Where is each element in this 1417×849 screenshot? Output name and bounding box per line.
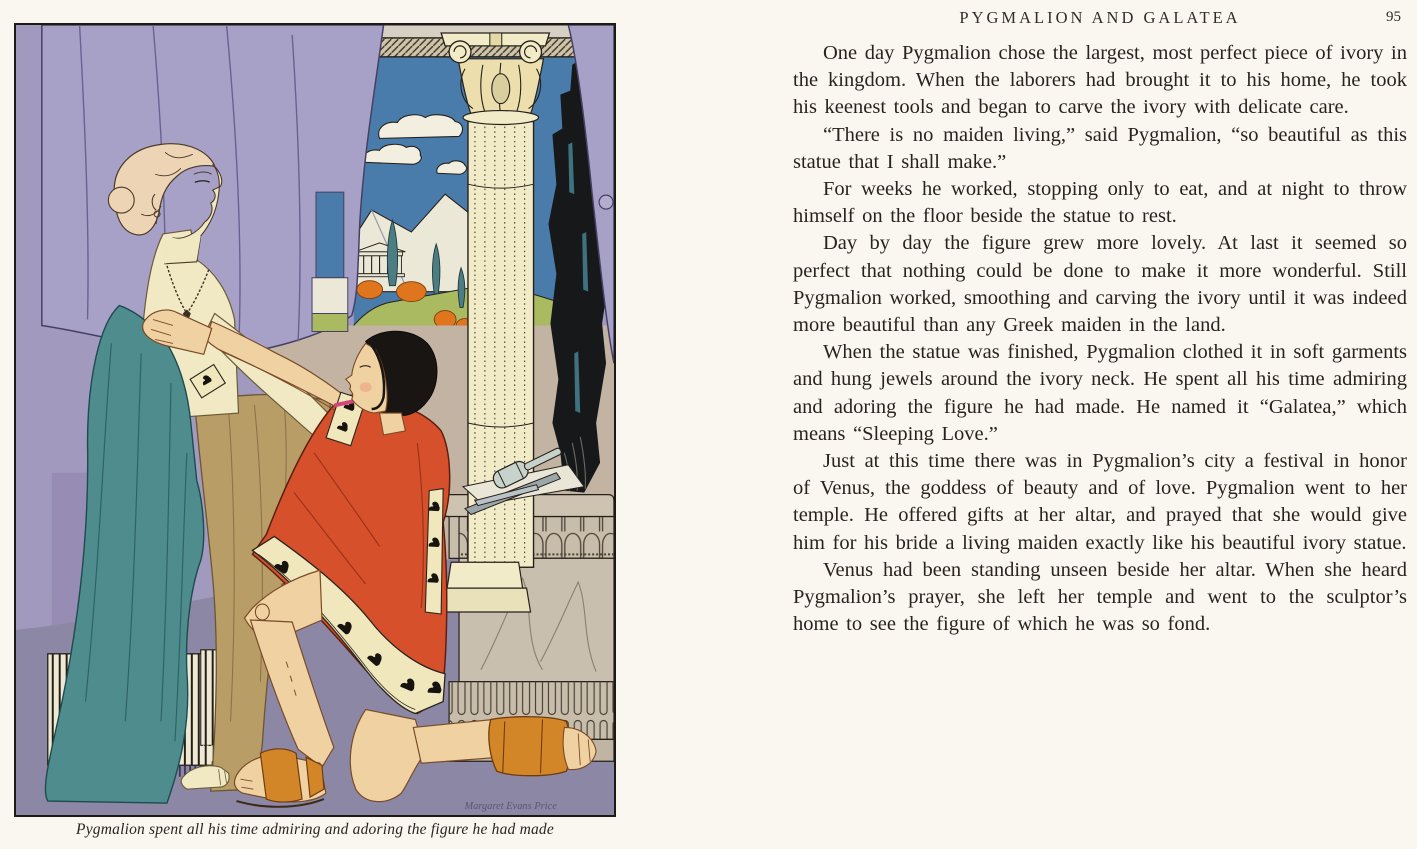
story-text [793,40,1407,638]
running-head [793,8,1407,28]
paragraph: Just at this time there was in Pygmalion’s city a festival in honor of Venus, the goddess of beauty and of love. Pygmalion went to her temple. He offered gifts at her altar, and prayed that she would give him for his bride a living maiden exactly like his beautiful ivory statue. [793,450,1407,554]
chapter-title: PYGMALION AND GALATEA [959,8,1241,27]
paragraph: When the statue was finished, Pygmalion clothed it in soft garments and hung jewels around the ivory neck. He spent all his time admiring and adoring the figure he had made. He named it “Galatea,” which means “Sleeping Love.” [793,341,1407,445]
paragraph: Day by day the figure grew more lovely. At last it seemed so perfect that nothing could be done to make it more wonderful. Still Pygmalion worked, smoothing and carving the ivory until it was indeed more beautiful than any Greek maiden in the land. [793,232,1407,337]
curtain-knob [599,195,613,209]
neck [380,413,406,435]
rear-sandal [489,717,571,776]
pygmalion-illustration [16,25,614,815]
rosy-cheek [360,382,372,392]
artist-signature: Margaret Evans Price [464,801,557,813]
illustration-plate [14,23,616,817]
paragraph: One day Pygmalion chose the largest, most perfect piece of ivory in the kingdom. When the laborers had brought it to his home, he took his keenest tools and began to carve the ivory with delicate care. [793,42,1407,119]
paragraph: For weeks he worked, stopping only to eat, and at night to throw himself on the floor beside the statue to rest. [793,178,1407,228]
paragraph: Venus had been standing unseen beside her altar. When she heard Pygmalion’s prayer, she left her temple and went to the sculptor’s home to see the figure of which he was so fond. [793,558,1407,636]
plate-caption: Pygmalion spent all his time admiring and adoring the figure he had made [76,821,554,838]
page-number: 95 [1386,9,1401,25]
paragraph: “There is no maiden living,” said Pygmalion, “so beautiful as this statue that I shall make.” [793,123,1407,173]
text-column [793,8,1407,638]
front-sandal [260,749,302,802]
